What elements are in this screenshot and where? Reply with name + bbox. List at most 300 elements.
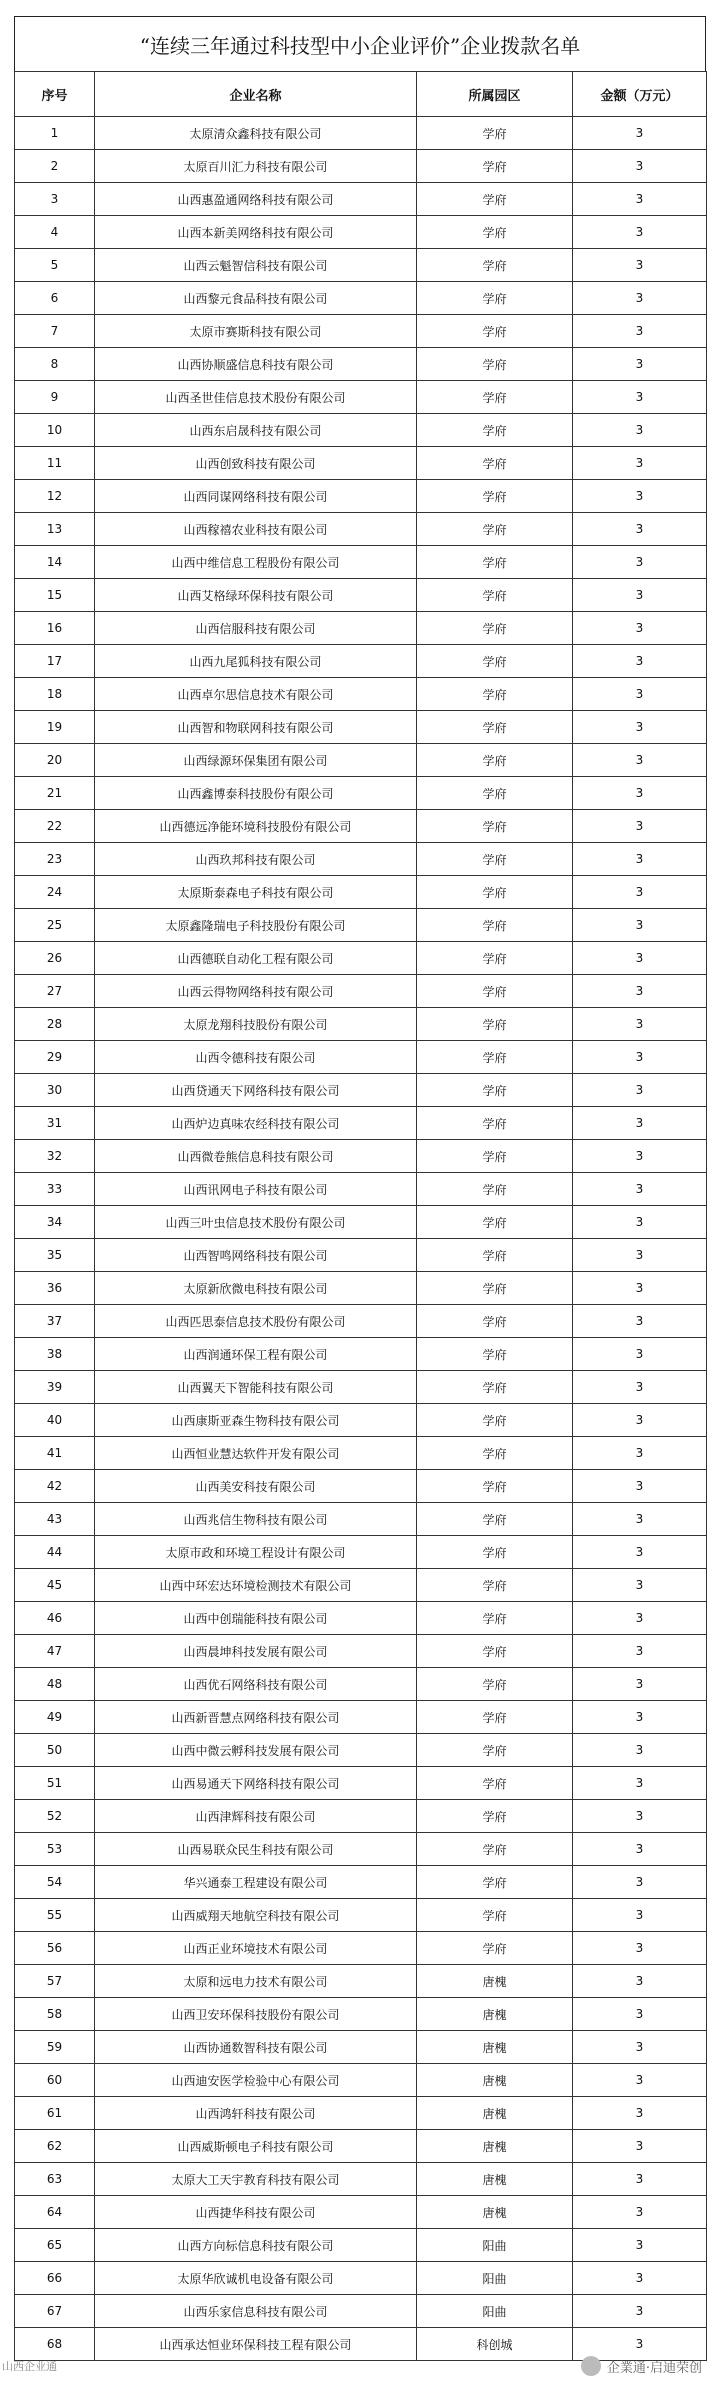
cell-park: 学府 [417,117,573,150]
cell-company-name: 华兴通泰工程建设有限公司 [95,1866,417,1899]
cell-company-name: 山西易联众民生科技有限公司 [95,1833,417,1866]
cell-park: 学府 [417,1074,573,1107]
cell-company-name: 山西匹思泰信息技术股份有限公司 [95,1305,417,1338]
table-row [15,777,707,810]
cell-company-name: 山西圣世佳信息技术股份有限公司 [95,381,417,414]
table-row [15,1767,707,1800]
cell-index: 42 [15,1470,95,1503]
document-title: “连续三年通过科技型中小企业评价”企业拨款名单 [14,16,706,71]
table-row [15,2262,707,2295]
cell-company-name: 山西微卷熊信息科技有限公司 [95,1140,417,1173]
table-row [15,447,707,480]
allocation-table [14,71,707,2361]
table-row [15,744,707,777]
cell-index: 12 [15,480,95,513]
cell-index: 28 [15,1008,95,1041]
cell-park: 学府 [417,1437,573,1470]
cell-company-name: 山西卫安环保科技股份有限公司 [95,1998,417,2031]
header-park: 所属园区 [417,72,573,117]
cell-company-name: 山西中维信息工程股份有限公司 [95,546,417,579]
cell-amount: 3 [573,612,707,645]
cell-company-name: 山西同谋网络科技有限公司 [95,480,417,513]
cell-index: 59 [15,2031,95,2064]
cell-company-name: 山西智和物联网科技有限公司 [95,711,417,744]
cell-company-name: 太原新欣微电科技有限公司 [95,1272,417,1305]
cell-company-name: 山西黎元食品科技有限公司 [95,282,417,315]
cell-park: 唐槐 [417,1965,573,1998]
cell-park: 学府 [417,1008,573,1041]
cell-park: 学府 [417,1173,573,1206]
table-row [15,612,707,645]
cell-park: 学府 [417,645,573,678]
cell-company-name: 山西惠盈通网络科技有限公司 [95,183,417,216]
cell-index: 62 [15,2130,95,2163]
cell-company-name: 山西智鸣网络科技有限公司 [95,1239,417,1272]
cell-amount: 3 [573,1635,707,1668]
cell-amount: 3 [573,348,707,381]
table-row [15,1734,707,1767]
cell-park: 唐槐 [417,2163,573,2196]
cell-index: 32 [15,1140,95,1173]
cell-index: 9 [15,381,95,414]
cell-company-name: 太原市赛斯科技有限公司 [95,315,417,348]
cell-amount: 3 [573,513,707,546]
cell-amount: 3 [573,2196,707,2229]
cell-company-name: 山西鸿轩科技有限公司 [95,2097,417,2130]
cell-index: 55 [15,1899,95,1932]
cell-park: 学府 [417,249,573,282]
cell-index: 23 [15,843,95,876]
cell-company-name: 山西贷通天下网络科技有限公司 [95,1074,417,1107]
cell-index: 53 [15,1833,95,1866]
table-row [15,1701,707,1734]
cell-park: 唐槐 [417,2031,573,2064]
cell-park: 学府 [417,1734,573,1767]
table-row [15,249,707,282]
table-row [15,1536,707,1569]
cell-company-name: 山西德联自动化工程有限公司 [95,942,417,975]
cell-amount: 3 [573,1734,707,1767]
cell-park: 学府 [417,1371,573,1404]
cell-park: 学府 [417,1338,573,1371]
cell-amount: 3 [573,975,707,1008]
cell-park: 唐槐 [417,1998,573,2031]
table-row [15,711,707,744]
table-row [15,1206,707,1239]
table-row [15,1800,707,1833]
table-row [15,810,707,843]
table-row [15,1602,707,1635]
cell-index: 30 [15,1074,95,1107]
table-row [15,1635,707,1668]
cell-company-name: 太原百川汇力科技有限公司 [95,150,417,183]
watermark-left: 山西企业通 [2,2360,57,2373]
cell-company-name: 太原龙翔科技股份有限公司 [95,1008,417,1041]
cell-amount: 3 [573,744,707,777]
cell-index: 29 [15,1041,95,1074]
table-row [15,2196,707,2229]
cell-index: 2 [15,150,95,183]
cell-amount: 3 [573,1602,707,1635]
cell-park: 学府 [417,348,573,381]
cell-park: 学府 [417,843,573,876]
cell-park: 学府 [417,1767,573,1800]
cell-amount: 3 [573,546,707,579]
cell-amount: 3 [573,1437,707,1470]
cell-company-name: 太原大工天宇教育科技有限公司 [95,2163,417,2196]
cell-park: 学府 [417,381,573,414]
cell-index: 21 [15,777,95,810]
cell-park: 阳曲 [417,2262,573,2295]
table-row [15,1965,707,1998]
cell-amount: 3 [573,183,707,216]
cell-index: 18 [15,678,95,711]
cell-index: 19 [15,711,95,744]
cell-index: 36 [15,1272,95,1305]
cell-park: 学府 [417,1140,573,1173]
cell-index: 24 [15,876,95,909]
cell-index: 22 [15,810,95,843]
table-row [15,1074,707,1107]
cell-company-name: 山西迪安医学检验中心有限公司 [95,2064,417,2097]
cell-index: 60 [15,2064,95,2097]
cell-park: 学府 [417,1602,573,1635]
cell-index: 43 [15,1503,95,1536]
cell-amount: 3 [573,447,707,480]
cell-park: 学府 [417,1866,573,1899]
cell-amount: 3 [573,381,707,414]
cell-index: 5 [15,249,95,282]
cell-amount: 3 [573,1866,707,1899]
cell-index: 34 [15,1206,95,1239]
cell-company-name: 山西中环宏达环境检测技术有限公司 [95,1569,417,1602]
cell-amount: 3 [573,1569,707,1602]
cell-amount: 3 [573,1701,707,1734]
cell-index: 68 [15,2328,95,2361]
cell-amount: 3 [573,843,707,876]
cell-amount: 3 [573,216,707,249]
cell-company-name: 山西协顺盛信息科技有限公司 [95,348,417,381]
cell-index: 39 [15,1371,95,1404]
table-row [15,348,707,381]
table-row [15,1371,707,1404]
cell-index: 38 [15,1338,95,1371]
cell-park: 唐槐 [417,2196,573,2229]
cell-park: 学府 [417,546,573,579]
table-row [15,1041,707,1074]
header-index: 序号 [15,72,95,117]
cell-company-name: 山西令德科技有限公司 [95,1041,417,1074]
cell-index: 37 [15,1305,95,1338]
table-row [15,1932,707,1965]
cell-amount: 3 [573,480,707,513]
cell-index: 54 [15,1866,95,1899]
cell-amount: 3 [573,1932,707,1965]
table-row [15,1173,707,1206]
cell-park: 学府 [417,1569,573,1602]
cell-index: 50 [15,1734,95,1767]
cell-amount: 3 [573,579,707,612]
cell-park: 学府 [417,678,573,711]
cell-park: 学府 [417,1206,573,1239]
cell-amount: 3 [573,876,707,909]
cell-amount: 3 [573,1800,707,1833]
table-row [15,942,707,975]
cell-index: 47 [15,1635,95,1668]
cell-park: 学府 [417,1272,573,1305]
document-table-container [14,16,706,2361]
cell-park: 学府 [417,216,573,249]
cell-park: 科创城 [417,2328,573,2361]
cell-company-name: 山西康斯亚森生物科技有限公司 [95,1404,417,1437]
cell-park: 学府 [417,414,573,447]
cell-amount: 3 [573,2064,707,2097]
cell-amount: 3 [573,2262,707,2295]
header-company-name: 企业名称 [95,72,417,117]
cell-park: 阳曲 [417,2295,573,2328]
cell-park: 唐槐 [417,2064,573,2097]
cell-index: 35 [15,1239,95,1272]
cell-amount: 3 [573,1899,707,1932]
table-row [15,1833,707,1866]
cell-company-name: 太原斯泰森电子科技有限公司 [95,876,417,909]
cell-company-name: 山西威翔天地航空科技有限公司 [95,1899,417,1932]
cell-index: 56 [15,1932,95,1965]
cell-park: 学府 [417,1404,573,1437]
cell-index: 41 [15,1437,95,1470]
cell-company-name: 山西本新美网络科技有限公司 [95,216,417,249]
cell-amount: 3 [573,249,707,282]
cell-amount: 3 [573,2031,707,2064]
cell-amount: 3 [573,1998,707,2031]
cell-index: 63 [15,2163,95,2196]
table-row [15,282,707,315]
cell-index: 48 [15,1668,95,1701]
cell-park: 学府 [417,1536,573,1569]
cell-index: 14 [15,546,95,579]
cell-company-name: 山西九尾狐科技有限公司 [95,645,417,678]
cell-company-name: 山西三叶虫信息技术股份有限公司 [95,1206,417,1239]
cell-index: 17 [15,645,95,678]
cell-company-name: 山西协通数智科技有限公司 [95,2031,417,2064]
cell-park: 学府 [417,150,573,183]
cell-company-name: 山西乐家信息科技有限公司 [95,2295,417,2328]
table-row [15,843,707,876]
cell-company-name: 山西云得物网络科技有限公司 [95,975,417,1008]
cell-company-name: 山西晨坤科技发展有限公司 [95,1635,417,1668]
table-row [15,381,707,414]
wechat-icon [581,2356,601,2376]
cell-park: 学府 [417,1701,573,1734]
cell-amount: 3 [573,942,707,975]
cell-index: 45 [15,1569,95,1602]
table-row [15,1107,707,1140]
cell-amount: 3 [573,2163,707,2196]
cell-index: 11 [15,447,95,480]
cell-company-name: 山西承达恒业环保科技工程有限公司 [95,2328,417,2361]
cell-company-name: 山西中创瑞能科技有限公司 [95,1602,417,1635]
cell-amount: 3 [573,1041,707,1074]
cell-index: 52 [15,1800,95,1833]
cell-index: 31 [15,1107,95,1140]
cell-amount: 3 [573,2229,707,2262]
cell-index: 8 [15,348,95,381]
watermark-right-text: 企業通·启迪荣创 [606,2360,702,2376]
cell-company-name: 山西中微云孵科技发展有限公司 [95,1734,417,1767]
cell-index: 58 [15,1998,95,2031]
table-row [15,183,707,216]
cell-company-name: 山西云魁智信科技有限公司 [95,249,417,282]
table-row [15,2163,707,2196]
cell-index: 44 [15,1536,95,1569]
table-row [15,579,707,612]
cell-park: 唐槐 [417,2097,573,2130]
cell-index: 49 [15,1701,95,1734]
table-row [15,1569,707,1602]
cell-company-name: 山西捷华科技有限公司 [95,2196,417,2229]
cell-company-name: 山西德远净能环境科技股份有限公司 [95,810,417,843]
cell-amount: 3 [573,810,707,843]
cell-company-name: 山西威斯顿电子科技有限公司 [95,2130,417,2163]
cell-company-name: 山西稼禧农业科技有限公司 [95,513,417,546]
cell-amount: 3 [573,645,707,678]
cell-company-name: 山西正业环境技术有限公司 [95,1932,417,1965]
cell-index: 40 [15,1404,95,1437]
cell-amount: 3 [573,1833,707,1866]
table-row [15,414,707,447]
table-row [15,1899,707,1932]
cell-amount: 3 [573,1107,707,1140]
cell-park: 学府 [417,711,573,744]
cell-index: 65 [15,2229,95,2262]
cell-park: 学府 [417,1305,573,1338]
cell-index: 57 [15,1965,95,1998]
cell-company-name: 太原和远电力技术有限公司 [95,1965,417,1998]
cell-park: 学府 [417,1635,573,1668]
cell-amount: 3 [573,1239,707,1272]
table-row [15,2064,707,2097]
cell-amount: 3 [573,2295,707,2328]
cell-park: 学府 [417,480,573,513]
cell-park: 学府 [417,315,573,348]
cell-amount: 3 [573,1140,707,1173]
cell-amount: 3 [573,414,707,447]
cell-amount: 3 [573,1371,707,1404]
cell-company-name: 山西翼天下智能科技有限公司 [95,1371,417,1404]
cell-amount: 3 [573,1305,707,1338]
cell-company-name: 太原清众鑫科技有限公司 [95,117,417,150]
table-row [15,1305,707,1338]
cell-company-name: 山西讯网电子科技有限公司 [95,1173,417,1206]
cell-index: 3 [15,183,95,216]
table-row [15,909,707,942]
table-row [15,1668,707,1701]
cell-company-name: 山西创致科技有限公司 [95,447,417,480]
cell-amount: 3 [573,1008,707,1041]
cell-company-name: 山西兆信生物科技有限公司 [95,1503,417,1536]
cell-company-name: 山西津辉科技有限公司 [95,1800,417,1833]
table-row [15,2097,707,2130]
table-row [15,546,707,579]
cell-amount: 3 [573,2328,707,2361]
cell-park: 学府 [417,447,573,480]
cell-company-name: 山西美安科技有限公司 [95,1470,417,1503]
cell-park: 学府 [417,1107,573,1140]
cell-amount: 3 [573,1272,707,1305]
cell-amount: 3 [573,1173,707,1206]
table-row [15,1140,707,1173]
table-row [15,513,707,546]
cell-index: 25 [15,909,95,942]
table-row [15,1272,707,1305]
table-row [15,1008,707,1041]
cell-company-name: 山西新晋慧点网络科技有限公司 [95,1701,417,1734]
cell-amount: 3 [573,1206,707,1239]
cell-amount: 3 [573,1338,707,1371]
cell-park: 学府 [417,1470,573,1503]
cell-park: 学府 [417,513,573,546]
cell-index: 27 [15,975,95,1008]
cell-company-name: 山西绿源环保集团有限公司 [95,744,417,777]
cell-park: 学府 [417,1800,573,1833]
cell-company-name: 山西玖邦科技有限公司 [95,843,417,876]
cell-company-name: 山西恒业慧达软件开发有限公司 [95,1437,417,1470]
cell-park: 学府 [417,1239,573,1272]
cell-park: 学府 [417,282,573,315]
cell-amount: 3 [573,2130,707,2163]
cell-park: 学府 [417,975,573,1008]
cell-company-name: 山西易通天下网络科技有限公司 [95,1767,417,1800]
table-row [15,645,707,678]
cell-amount: 3 [573,117,707,150]
cell-amount: 3 [573,315,707,348]
cell-index: 26 [15,942,95,975]
cell-company-name: 太原华欣诚机电设备有限公司 [95,2262,417,2295]
cell-park: 学府 [417,1932,573,1965]
cell-park: 学府 [417,942,573,975]
cell-company-name: 山西鑫博泰科技股份有限公司 [95,777,417,810]
cell-amount: 3 [573,282,707,315]
cell-amount: 3 [573,1668,707,1701]
cell-amount: 3 [573,2097,707,2130]
table-row [15,1470,707,1503]
cell-amount: 3 [573,1503,707,1536]
cell-index: 33 [15,1173,95,1206]
cell-index: 6 [15,282,95,315]
cell-park: 阳曲 [417,2229,573,2262]
cell-index: 4 [15,216,95,249]
table-row [15,150,707,183]
cell-index: 13 [15,513,95,546]
cell-index: 16 [15,612,95,645]
table-row [15,876,707,909]
cell-park: 学府 [417,909,573,942]
cell-index: 15 [15,579,95,612]
table-row [15,1866,707,1899]
cell-company-name: 山西炉边真味农经科技有限公司 [95,1107,417,1140]
table-row [15,2229,707,2262]
table-row [15,1404,707,1437]
cell-index: 66 [15,2262,95,2295]
cell-company-name: 太原市政和环境工程设计有限公司 [95,1536,417,1569]
cell-index: 1 [15,117,95,150]
cell-amount: 3 [573,150,707,183]
cell-company-name: 山西优石网络科技有限公司 [95,1668,417,1701]
table-row [15,480,707,513]
cell-park: 学府 [417,810,573,843]
cell-company-name: 山西信服科技有限公司 [95,612,417,645]
cell-index: 61 [15,2097,95,2130]
